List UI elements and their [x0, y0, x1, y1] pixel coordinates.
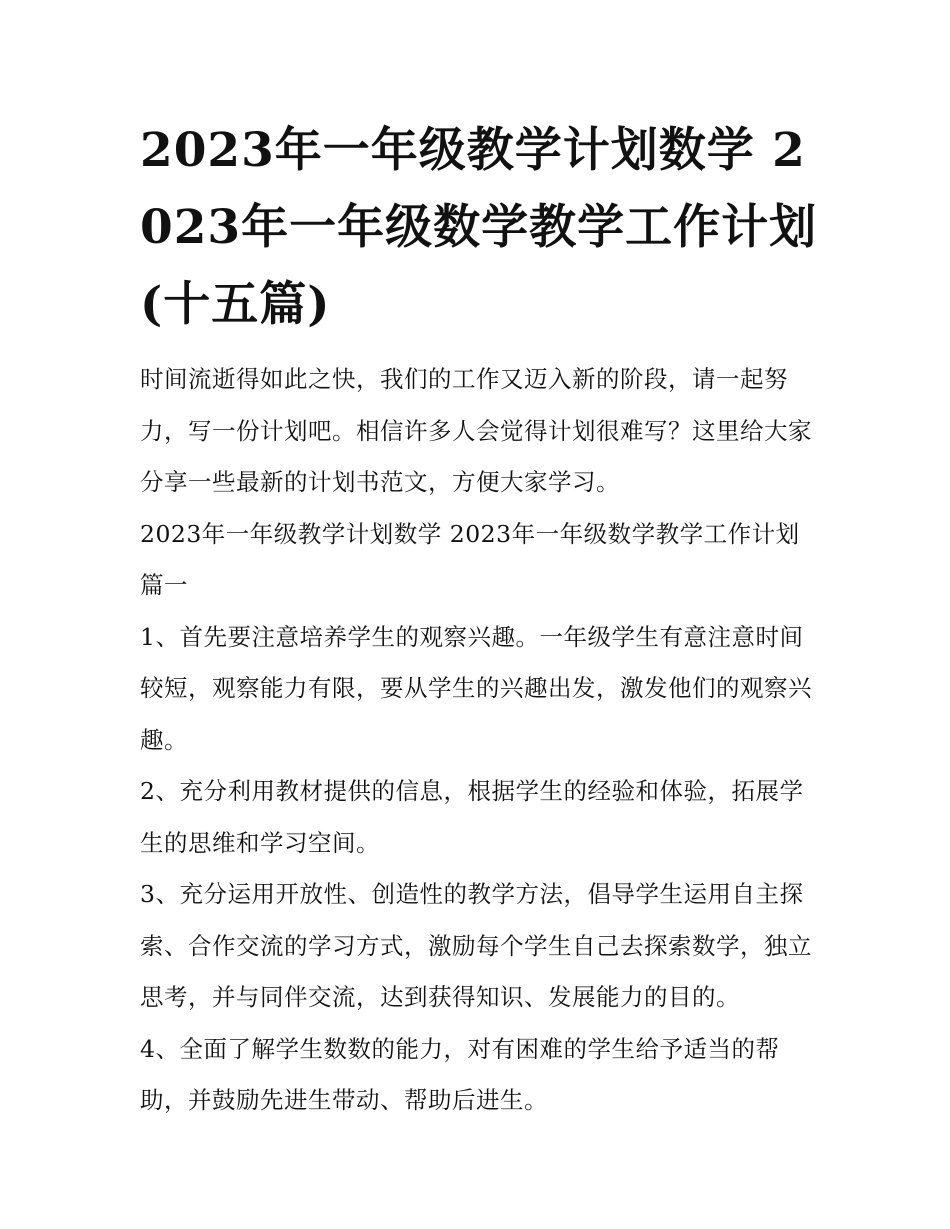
list-item: 4、全面了解学生数数的能力，对有困难的学生给予适当的帮助，并鼓励先进生带动、帮助后进生。 — [140, 1034, 780, 1114]
document-page — [140, 112, 820, 1127]
section-heading: 2023年一年级教学计划数学 2023年一年级数学教学工作计划篇一 — [140, 519, 800, 599]
list-item: 1、首先要注意培养学生的观察兴趣。一年级学生有意注意时间较短，观察能力有限，要从学生的兴趣出发，激发他们的观察兴趣。 — [140, 622, 812, 754]
intro-paragraph: 时间流逝得如此之快，我们的工作又迈入新的阶段，请一起努力，写一份计划吧。相信许多人会觉得计划很难写？这里给大家分享一些最新的计划书范文，方便大家学习。 — [140, 365, 812, 496]
list-item: 3、充分运用开放性、创造性的教学方法，倡导学生运用自主探索、合作交流的学习方式，激励每个学生自己去探索数学，独立思考，并与同伴交流，达到获得知识、发展能力的目的。 — [140, 880, 812, 1011]
list-item: 2、充分利用教材提供的信息，根据学生的经验和体验，拓展学生的思维和学习空间。 — [140, 777, 804, 857]
document-title: 2023年一年级教学计划数学 2023年一年级数学教学工作计划(十五篇) — [140, 123, 818, 332]
